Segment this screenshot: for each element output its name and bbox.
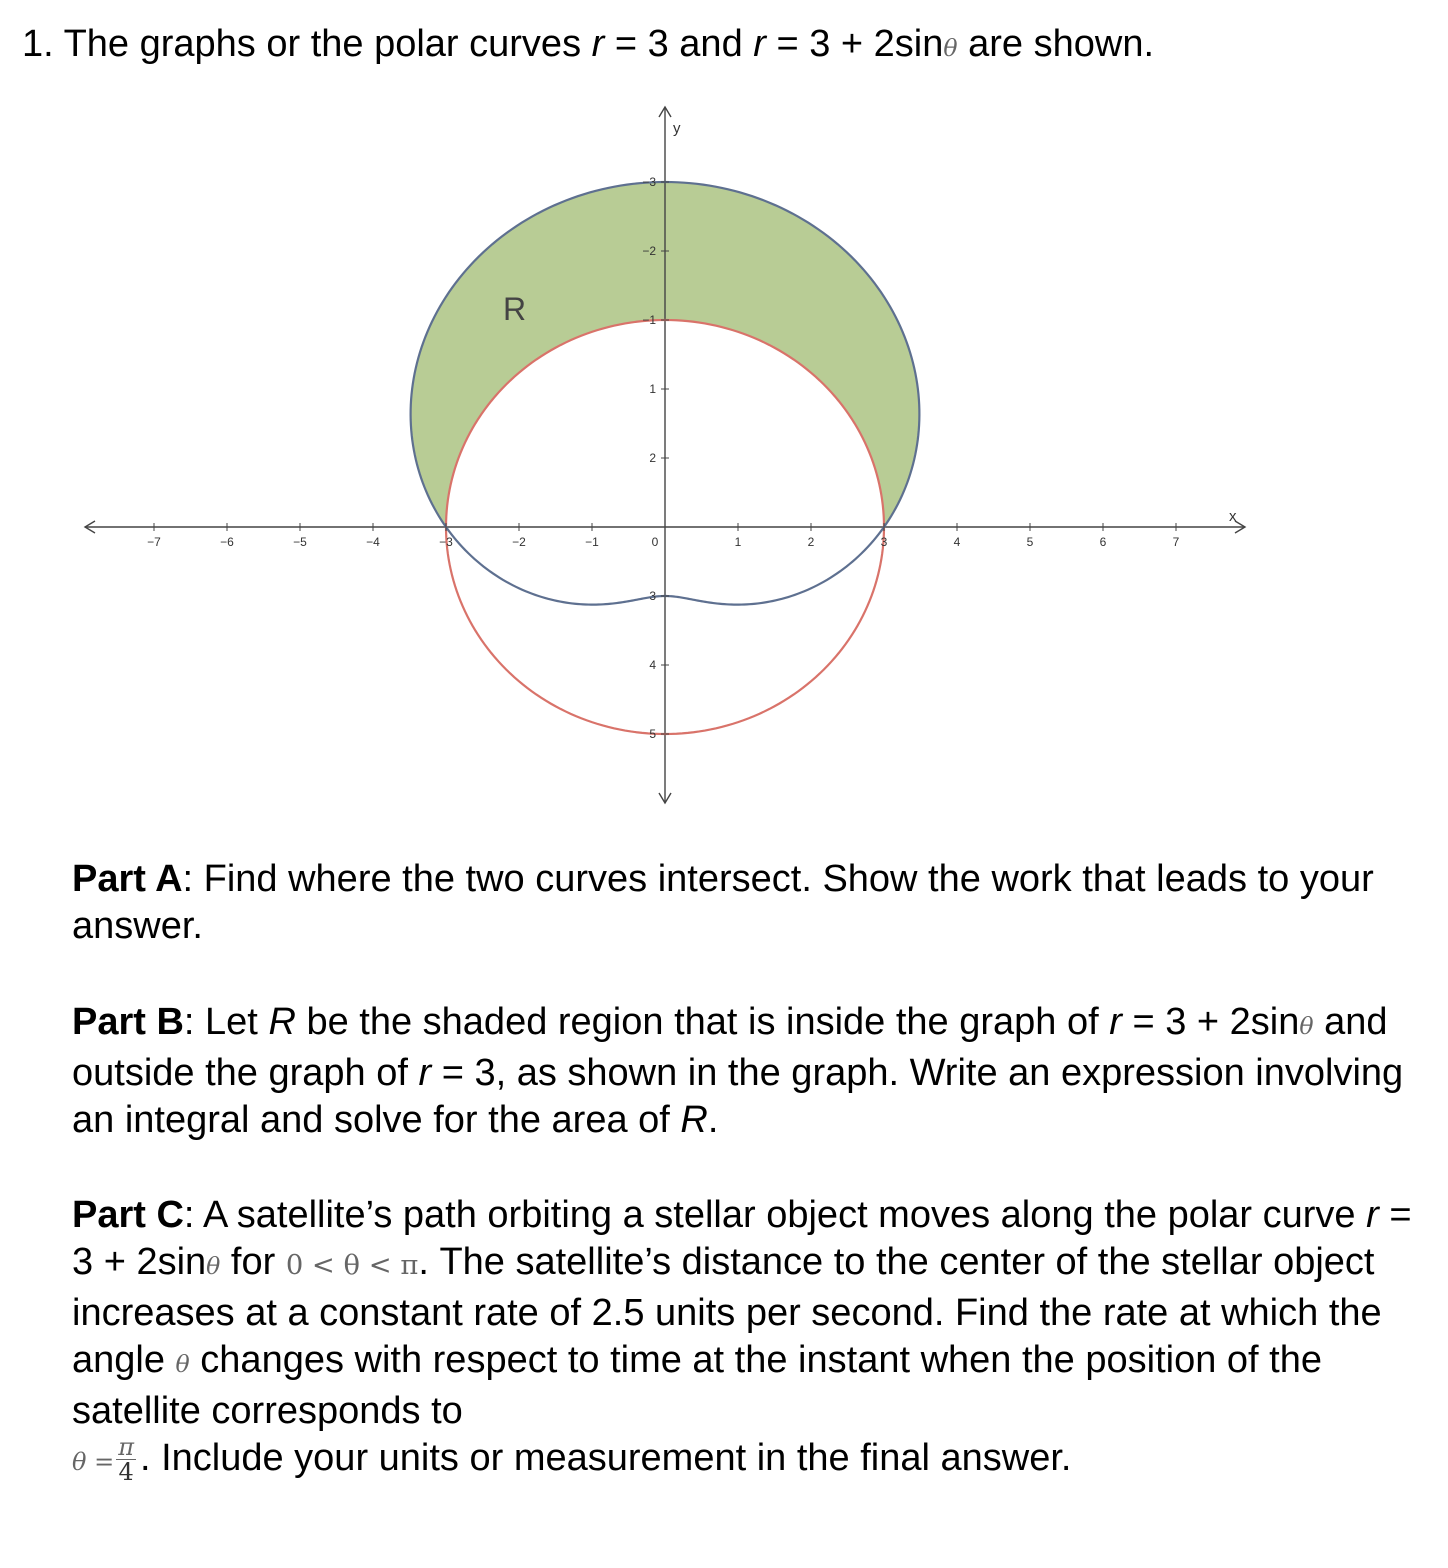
theta-symbol: θ: [943, 34, 958, 62]
part-c: [72, 1192, 1412, 1486]
part-c-text: changes with respect to time at the instant when the position of the satellite corresponds to: [72, 1339, 1322, 1432]
y-tick-label: 1: [649, 382, 656, 396]
y-axis-label: y: [673, 120, 681, 137]
part-a-label: Part A: [72, 858, 183, 900]
x-tick-label: −7: [147, 535, 161, 549]
part-b-text: and outside the graph of: [72, 1001, 1388, 1094]
y-tick-label: −2: [642, 244, 656, 258]
y-tick-label: −1: [642, 313, 656, 327]
x-tick-label: 5: [1026, 535, 1034, 549]
fraction-pi-over-4: [116, 1433, 136, 1487]
part-b-text: = 3 + 2sin: [1132, 1001, 1300, 1043]
x-tick-label: −2: [512, 535, 526, 549]
x-tick-label: 3: [880, 535, 888, 549]
x-tick-label: 1: [734, 535, 742, 549]
x-tick-label: 6: [1099, 535, 1107, 549]
part-c-text: for: [230, 1241, 276, 1283]
part-a: [72, 856, 1412, 950]
y-tick-label: −3: [642, 175, 656, 189]
problem-intro: The graphs or the polar curves: [63, 23, 582, 65]
eq-text-2: = 3 + 2sin: [776, 23, 944, 65]
part-c-label: Part C: [72, 1194, 184, 1236]
x-tick-label: −1: [585, 535, 599, 549]
x-tick-label: 0: [651, 535, 659, 549]
x-tick-label: 4: [953, 535, 961, 549]
part-c-text: . The satellite’s distance to the center of the stellar object increases at a constant rate of 2.5 units per second. Find the rate at which the angle: [72, 1241, 1382, 1381]
theta-symbol: θ: [1299, 1012, 1314, 1040]
part-b-label: Part B: [72, 1001, 184, 1043]
x-axis-label: x: [1229, 508, 1237, 525]
var-R: R: [680, 1099, 708, 1141]
x-tick-label: −6: [220, 535, 234, 549]
y-tick-label: 2: [649, 451, 656, 465]
theta-symbol: θ: [206, 1252, 221, 1280]
var-r: r: [753, 23, 766, 65]
intro-end: are shown.: [968, 23, 1155, 65]
theta-range: 0 < θ < π: [285, 1250, 419, 1281]
y-tick-label: 3: [649, 589, 656, 603]
x-tick-label: −3: [439, 535, 453, 549]
var-r: r: [418, 1052, 432, 1094]
var-r: r: [1366, 1194, 1379, 1236]
part-a-text: : Find where the two curves intersect. Show the work that leads to your answer.: [72, 858, 1374, 947]
theta-symbol: θ: [175, 1350, 190, 1378]
part-b-text: .: [707, 1099, 719, 1141]
part-b-text: : Let: [183, 1001, 258, 1043]
y-tick-label: 4: [649, 658, 656, 672]
x-tick-label: −5: [293, 535, 307, 549]
part-b: [72, 999, 1412, 1144]
x-tick-label: 7: [1172, 535, 1180, 549]
part-c-text: = 3 + 2sin: [72, 1194, 1412, 1283]
part-b-text: = 3, as shown in the graph.: [441, 1052, 900, 1094]
var-r: r: [591, 23, 605, 65]
eq-text-1: = 3 and: [614, 23, 743, 65]
part-c-text: . Include your units or measurement in the final answer.: [139, 1437, 1072, 1479]
fraction-denominator: 4: [116, 1459, 136, 1484]
x-tick-label: −4: [366, 535, 380, 549]
y-tick-label: 5: [649, 727, 656, 741]
var-R: R: [268, 1001, 296, 1043]
region-label: R: [503, 291, 527, 327]
theta-equals: θ =: [72, 1448, 115, 1476]
part-b-text: Write an expression involving an integral and solve for the area of: [72, 1052, 1404, 1141]
var-r: r: [1109, 1001, 1122, 1043]
fraction-numerator: π: [118, 1433, 134, 1462]
part-b-text: be the shaded region that is inside the graph of: [306, 1001, 1099, 1043]
axes-layer: [85, 107, 1245, 803]
x-tick-label: 2: [807, 535, 815, 549]
problem-number: 1.: [22, 23, 54, 65]
part-c-text: : A satellite’s path orbiting a stellar object moves along the polar curve: [183, 1194, 1356, 1236]
